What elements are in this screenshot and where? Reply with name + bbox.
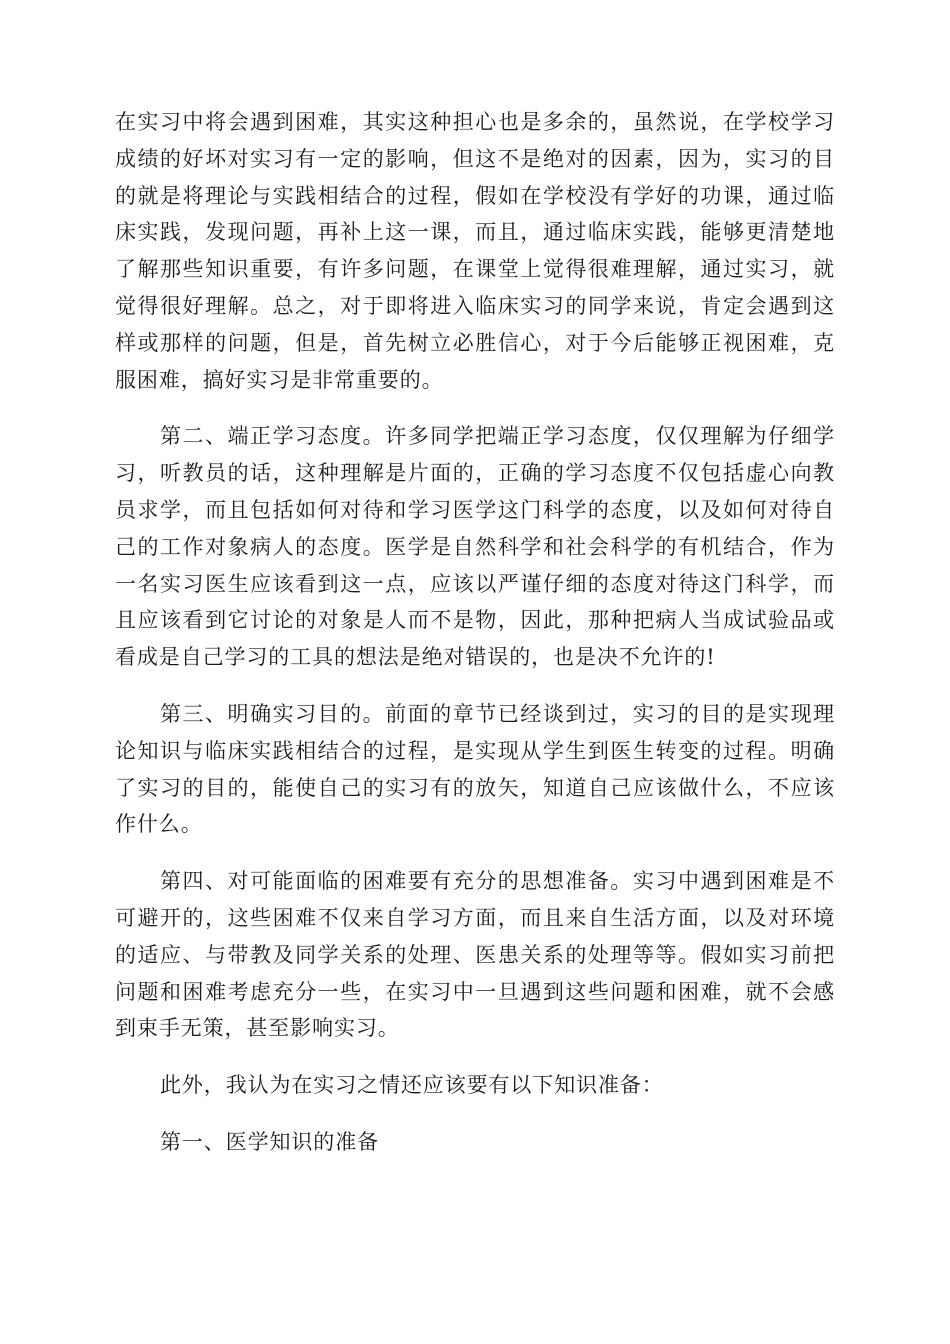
paragraph-third-point: 第三、明确实习目的。前面的章节已经谈到过，实习的目的是实现理论知识与临床实践相结合的过程，是实现从学生到医生转变的过程。明确了实习的目的，能使自己的实习有的放矢，知道自己应该做什么，不应该作什么。	[115, 701, 835, 837]
paragraph-second-point: 第二、端正学习态度。许多同学把端正学习态度，仅仅理解为仔细学习，听教员的话，这种理解是片面的，正确的学习态度不仅包括虚心向教员求学，而且包括如何对待和学习医学这门科学的态度，以及如何对待自己的工作对象病人的态度。医学是自然科学和社会科学的有机结合，作为一名实习医生应该看到这一点，应该以严谨仔细的态度对待这门科学，而且应该看到它讨论的对象是人而不是物，因此，那种把病人当成试验品或看成是自己学习的工具的想法是绝对错误的，也是决不允许的!	[115, 424, 835, 670]
paragraph-first-knowledge: 第一、医学知识的准备	[160, 1129, 379, 1154]
paragraph-continuation: 在实习中将会遇到困难，其实这种担心也是多余的，虽然说，在学校学习成绩的好坏对实习有一定的影响，但这不是绝对的因素，因为，实习的目的就是将理论与实践相结合的过程，假如在学校没有学好的功课，通过临床实践，发现问题，再补上这一课，而且，通过临床实践，能够更清楚地了解那些知识重要，有许多问题，在课堂上觉得很难理解，通过实习，就觉得很好理解。总之，对于即将进入临床实习的同学来说，肯定会遇到这样或那样的问题，但是，首先树立必胜信心，对于今后能够正视困难，克服困难，搞好实习是非常重要的。	[115, 110, 835, 392]
paragraph-fourth-point: 第四、对可能面临的困难要有充分的思想准备。实习中遇到困难是不可避开的，这些困难不仅来自学习方面，而且来自生活方面，以及对环境的适应、与带教及同学关系的处理、医患关系的处理等等。假如实习前把问题和困难考虑充分一些，在实习中一旦遇到这些问题和困难，就不会感到束手无策，甚至影响实习。	[115, 869, 835, 1041]
paragraph-additionally: 此外，我认为在实习之情还应该要有以下知识准备：	[160, 1073, 664, 1098]
